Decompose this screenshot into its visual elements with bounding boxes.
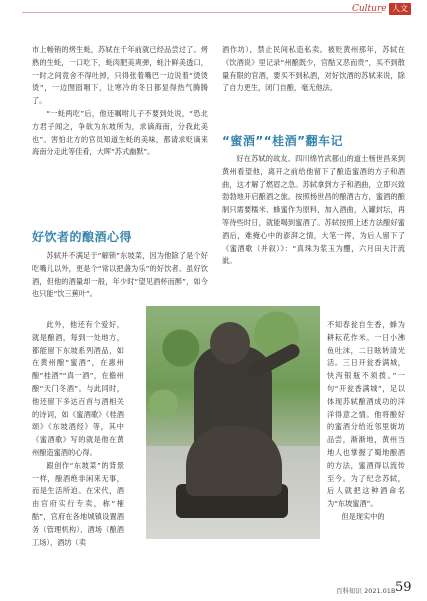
paragraph: 苏轼并不满足于“解锁”东坡菜，因为他除了是个好吃嘴儿以外，更是个“常以把盏为乐”的好饮者。虽好饮酒，但他的酒量却一般，年少时“望见酒杯而醉”，如今也只能“饮三蕉叶”。 xyxy=(32,251,208,299)
page-number: 59 xyxy=(395,580,412,595)
section-label-en: Culture xyxy=(352,4,387,14)
statue-head xyxy=(210,322,250,364)
right-column-narrow xyxy=(327,319,405,524)
right-column-top xyxy=(222,44,405,95)
magazine-footer: 百科知识 2021.01B xyxy=(336,587,396,595)
paragraph: 但是现实中的 xyxy=(341,511,385,521)
paragraph: 此外，他还有个爱好，就是酿酒，每到一处地方，都能留下东坡系列酒品，如在黄州酿“蜜酒”，在惠州酿“桂酒”“真一酒”，在儋州酿“天门冬酒”。与此同时，他还留下多达百首与酒相关的诗词，如《蜜酒歌》《桂酒颂》《东坡酒经》等，其中《蜜酒歌》写的就是他在黄州酿造蜜酒的心得。 xyxy=(32,320,124,457)
paragraph: 跟创作“东坡菜”的背景一样，酿酒绝非闲来无事，而是生活所迫。在宋代，酒由官府实行专卖，称“榷酤”，官府在各地城镇设置酒务（管理机构）、酒场（酿酒工场），酒坊（卖 xyxy=(32,460,124,547)
paragraph: 市上畅销的烤生蚝，苏轼在千年前就已经品尝过了。烤熟的生蚝，一口吃下，蚝肉肥美爽弹，蚝汁鲜美透口，一时之间竟舍不得吐掉，只得张着嘴巴一边说着“烫烫烫”，一边囫囵咽下，让寒冷的冬日都显得热气腾腾了。 xyxy=(32,45,208,106)
section-badge: 人文 xyxy=(389,3,411,15)
statue-photo xyxy=(146,306,320,539)
left-column-top xyxy=(32,44,208,159)
right-column-mid xyxy=(222,153,405,268)
left-column-narrow xyxy=(32,319,124,549)
left-column-mid xyxy=(32,250,208,301)
paragraph: “一蚝两吃”后，他还嘱咐儿子不要到处说，“恐北方君子闻之，争欲为东坡所为，求谪海南，分我此美也”。害怕北方的官员知道生蚝的美味，都请求贬谪来海南分走此等佳肴，大晖“苏式幽默”。 xyxy=(32,108,208,157)
section-heading-drinker: 好饮者的酿酒心得 xyxy=(32,230,133,244)
section-heading-wine: “蜜酒”“桂酒”翻车记 xyxy=(222,134,344,148)
paragraph: 好在苏轼的故友、四川绵竹武都山的道士杨世昌来到黄州看望他，离开之前给他留下了酿造蜜酒的方子和酒曲，这才解了燃眉之急。苏轼拿到方子和酒曲，立即兴致勃勃地开启酿酒之旅。按照杨世昌的酿酒古方，蜜酒的酿制只需要糯米、蜂蜜作为原料，加入酒曲，入罐封坛，再等待些时日，就能喝到蜜酒了。苏轼按照上述方法酿好蜜酒后，难掩心中的澎湃之情，大笔一挥，为后人留下了《蜜酒歌（并叙）》：“真珠为浆玉为醴，六月田夫汗流泚。 xyxy=(222,154,405,266)
paragraph: 不知春瓮自生香，蜂为耕耘花作米。一日小沸鱼吐沫，二日眩转清光活。三日开瓮香满城，快泻银瓶不须拨。”一句“开瓮香满城”，足以体现苏轼酿酒成功的洋洋得意之情。他将酿好的蜜酒分给近邻里街坊品尝，渐渐地，黄州当地人也掌握了蜀地酿酒的方法，蜜酒得以流传至今。为了纪念苏轼，后人就把这种酒命名为“东坡蜜酒”。 xyxy=(327,320,405,509)
header-rule xyxy=(22,12,382,13)
statue-robe xyxy=(186,426,282,496)
paragraph: 酒作坊），禁止民间私造私卖。被贬黄州那年，苏轼在《饮酒说》里记录“州酿既少，官酤又恶而贵”，买不到散量有限的官酒，要买不到私酒，对好饮酒的苏轼来说，除了自力更生，闭门自酿，毫无他法。 xyxy=(222,45,405,93)
